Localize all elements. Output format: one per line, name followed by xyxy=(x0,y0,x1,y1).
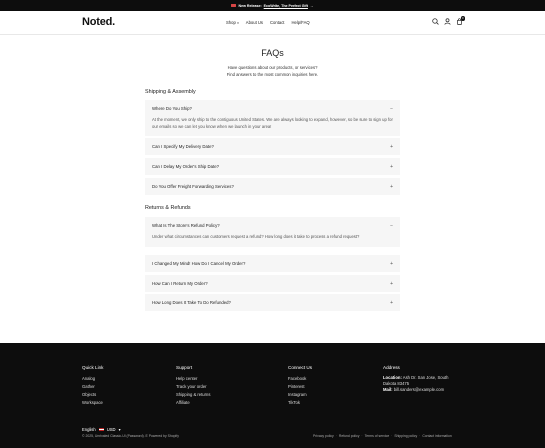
policy-link[interactable]: Shipping policy xyxy=(394,434,418,438)
footer-address xyxy=(383,365,448,393)
footer-heading: Support xyxy=(176,365,193,370)
faq-item xyxy=(145,255,400,272)
faq-question-toggle[interactable] xyxy=(145,275,400,292)
separator: · xyxy=(361,434,363,438)
faq-question-toggle[interactable] xyxy=(145,294,400,311)
footer-quick-links xyxy=(82,365,103,407)
faq-question-toggle[interactable] xyxy=(145,178,400,195)
plus-icon: + xyxy=(390,163,393,170)
nav-shop[interactable] xyxy=(226,20,239,25)
policy-link[interactable]: Refund policy xyxy=(338,434,360,438)
currency-label[interactable]: USD xyxy=(106,427,116,432)
plus-icon: + xyxy=(390,299,393,306)
footer-link[interactable]: TikTok xyxy=(288,400,300,405)
announcement-link[interactable]: EcoWrite, The Perfect Gift xyxy=(263,3,308,8)
plus-icon: + xyxy=(390,260,393,267)
faq-question-toggle[interactable] xyxy=(145,158,400,175)
nav-help-faq[interactable]: Help/FAQ xyxy=(291,20,310,25)
cart-icon[interactable] xyxy=(456,18,463,25)
footer-heading: Quick Link xyxy=(82,365,104,370)
footer-heading: Connect Us xyxy=(288,365,313,370)
separator: · xyxy=(391,434,393,438)
intro-line-1: Have questions about our products, or services? xyxy=(227,65,318,70)
nav-shop-label: Shop xyxy=(226,20,236,25)
announcement-bar xyxy=(0,0,545,11)
faq-question-toggle[interactable] xyxy=(145,100,400,117)
footer-connect xyxy=(288,365,312,407)
faq-answer: Under what circumstances can customers request a refund? How long does it take to process a refund request? xyxy=(152,234,360,239)
faq-item xyxy=(145,100,400,136)
faq-question-toggle[interactable] xyxy=(145,255,400,272)
mail-value[interactable]: bill.sanders@example.com xyxy=(393,387,445,392)
nav-contact[interactable]: Contact xyxy=(270,20,285,25)
nav-about[interactable]: About Us xyxy=(245,20,264,25)
section-title-shipping: Shipping & Assembly xyxy=(145,89,196,95)
footer-support xyxy=(176,365,210,407)
policy-link[interactable]: Contact information xyxy=(422,434,452,438)
mail-label: Mail: xyxy=(383,387,393,392)
language-label[interactable]: English xyxy=(82,427,96,432)
footer-link[interactable]: Instagram xyxy=(288,392,307,397)
faq-question: Where Do You Ship? xyxy=(152,106,192,111)
footer-link[interactable]: Shipping & returns xyxy=(176,392,211,397)
footer-link[interactable]: Affiliate xyxy=(176,400,190,405)
faq-answer: At the moment, we only ship to the contiguous United States. We are always looking to expand, however, so be sure to sign up for our emails so we can let you know when we launch in your area! xyxy=(152,117,393,129)
section-title-returns: Returns & Refunds xyxy=(145,205,191,211)
us-flag-icon xyxy=(99,428,104,432)
announcement-prefix: New Release: xyxy=(238,3,262,8)
separator: · xyxy=(335,434,337,438)
location-line-2: Dakota 83475 xyxy=(383,381,410,386)
footer-link[interactable]: Pinterest xyxy=(288,384,305,389)
address-mail xyxy=(383,387,448,393)
megaphone-icon xyxy=(231,4,236,8)
copyright: © 2025, Unrivaled Classic-UI (Password). E Powered by Shopify xyxy=(82,434,179,438)
faq-item xyxy=(145,217,400,247)
faq-question: I Changed My Mind! How Do I Cancel My Order? xyxy=(152,261,246,266)
page-intro xyxy=(0,64,545,78)
footer-heading: Address xyxy=(383,365,400,370)
plus-icon: + xyxy=(390,143,393,150)
site-header xyxy=(0,11,545,35)
separator: · xyxy=(419,434,421,438)
cart-count-badge: 0 xyxy=(461,16,464,20)
page-title: FAQs xyxy=(261,48,284,58)
faq-item xyxy=(145,294,400,311)
search-icon[interactable] xyxy=(432,18,439,25)
footer-link[interactable]: Workspace xyxy=(82,400,103,405)
faq-item xyxy=(145,275,400,292)
policy-links xyxy=(313,434,452,438)
faq-question: How Can I Return My Order? xyxy=(152,281,208,286)
site-footer xyxy=(0,343,545,448)
footer-link[interactable]: Gather xyxy=(82,384,95,389)
faq-question-toggle[interactable] xyxy=(145,217,400,234)
footer-link[interactable]: Track your order xyxy=(176,384,207,389)
faq-question: How Long Does It Take To Do Refunded? xyxy=(152,300,231,305)
footer-link[interactable]: Analog xyxy=(82,376,96,381)
policy-link[interactable]: Privacy policy xyxy=(313,434,334,438)
chevron-down-icon: ▾ xyxy=(118,427,121,432)
faq-question: Can I Specify My Delivery Date? xyxy=(152,144,214,149)
main-nav xyxy=(226,20,310,25)
plus-icon: + xyxy=(390,183,393,190)
account-icon[interactable] xyxy=(444,18,451,25)
location-line-1: Ash Dr. San Jose, South xyxy=(402,375,449,380)
header-icons xyxy=(432,18,463,25)
chevron-down-icon: ▾ xyxy=(237,20,239,25)
faq-item xyxy=(145,138,400,155)
location-label: Location: xyxy=(383,375,402,380)
intro-line-2: Find answers to the most common inquiries here. xyxy=(226,72,319,77)
policy-link[interactable]: Terms of service xyxy=(364,434,390,438)
footer-link[interactable]: Help center xyxy=(176,376,198,381)
footer-link[interactable]: Facebook xyxy=(288,376,307,381)
faq-question-toggle[interactable] xyxy=(145,138,400,155)
footer-link[interactable]: Objects xyxy=(82,392,97,397)
faq-item xyxy=(145,178,400,195)
logo[interactable]: Noted. xyxy=(82,16,116,28)
minus-icon: − xyxy=(390,222,393,229)
faq-item xyxy=(145,158,400,175)
faq-question: What Is The Store's Refund Policy? xyxy=(152,223,220,228)
arrow-right-icon: → xyxy=(309,3,314,8)
faq-question: Can I Delay My Order's Ship Date? xyxy=(152,164,219,169)
faq-question: Do You Offer Freight Forwarding Services? xyxy=(152,184,234,189)
minus-icon: − xyxy=(390,105,393,112)
plus-icon: + xyxy=(390,280,393,287)
locale-selector[interactable] xyxy=(82,427,121,432)
